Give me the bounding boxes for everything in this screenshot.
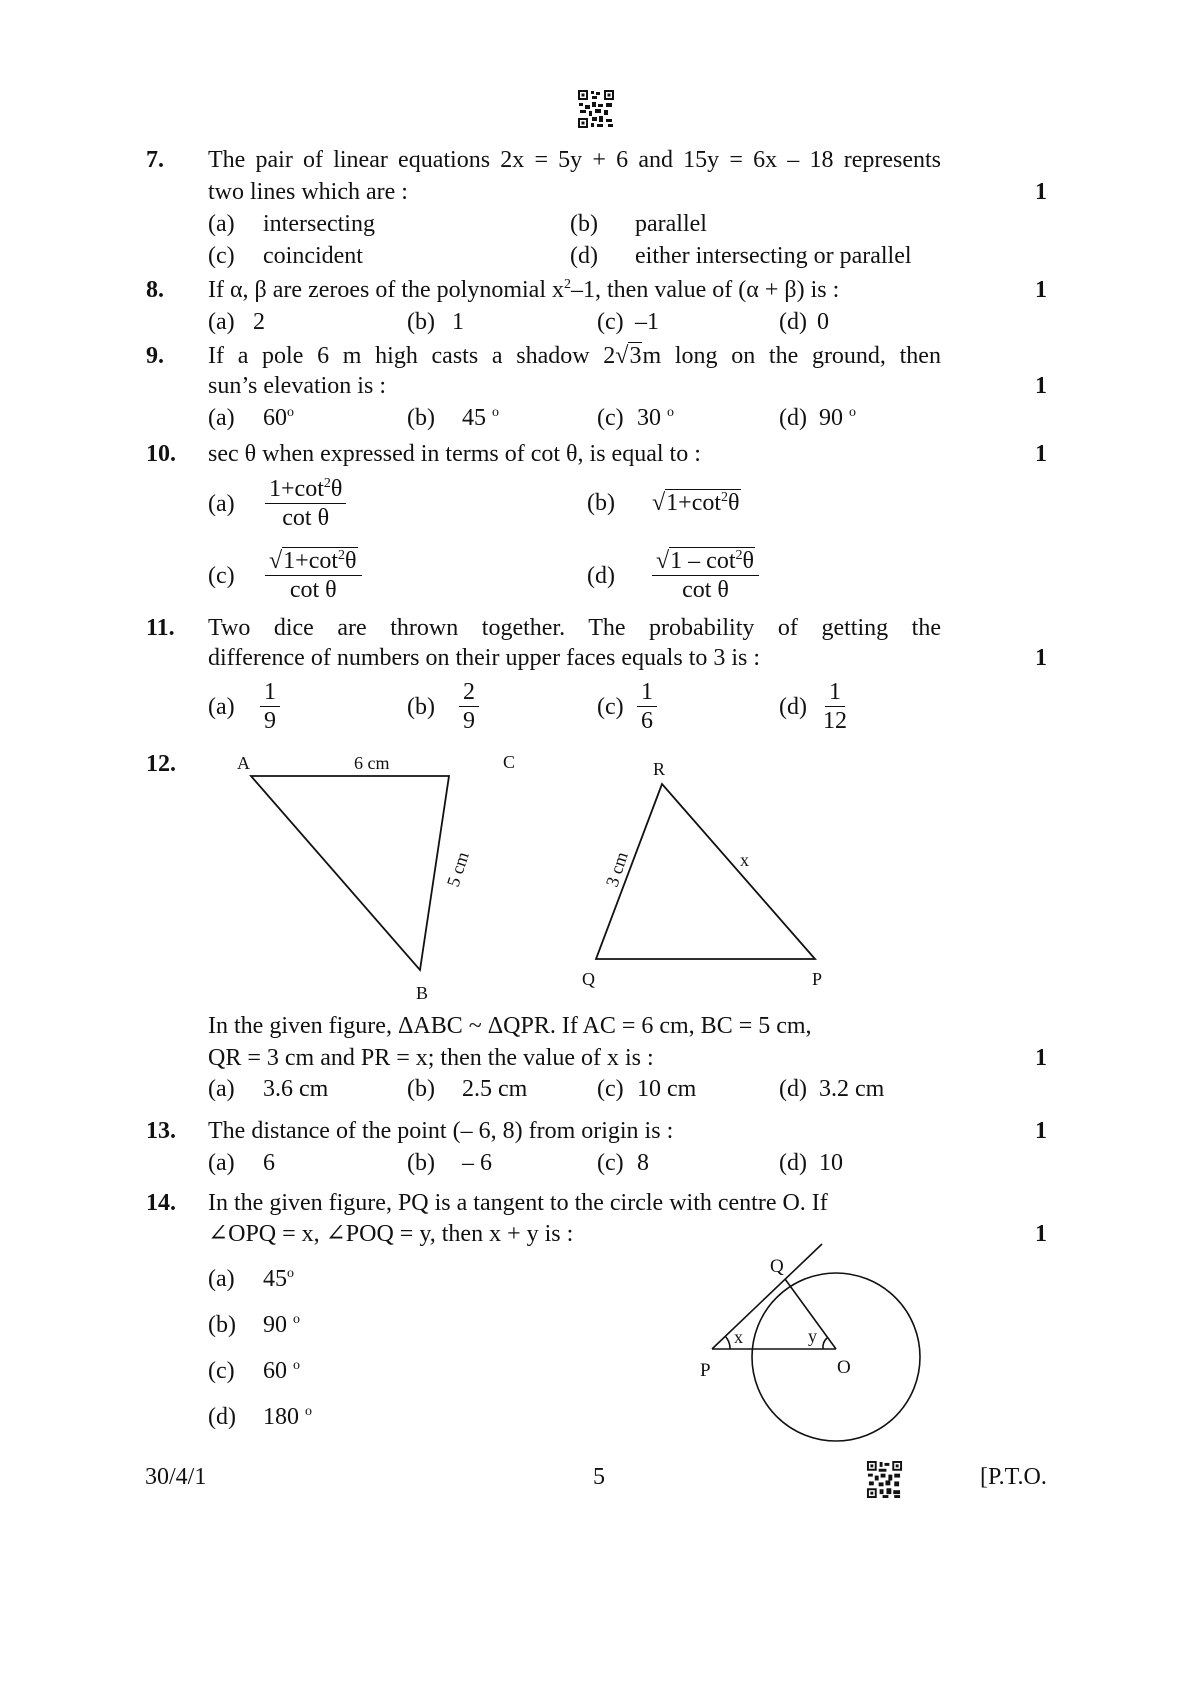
question-line: The pair of linear equations 2x = 5y + 6 and 15y = 6x – 18 represents (208, 147, 941, 173)
triangle-abc (251, 776, 449, 970)
option-text: 2.5 cm (462, 1076, 528, 1102)
question-number: 7. (146, 147, 164, 173)
marks: 1 (1035, 179, 1047, 205)
vertex-label-r: R (653, 759, 666, 779)
marks: 1 (1035, 645, 1047, 671)
option-text: 90 (263, 1312, 287, 1338)
question-text: In the given figure, ΔABC ~ ΔQPR. If AC = 6 cm, BC = 5 cm, (208, 1013, 812, 1039)
tangent-circle-figure (680, 1230, 940, 1450)
question-text: In the given figure, PQ is a tangent to the circle with centre O. If (208, 1190, 828, 1216)
degree-symbol: o (492, 405, 499, 420)
point-label-o: O (837, 1357, 851, 1378)
sqrt-expression: $√1+\cot^2\theta$ (652, 490, 740, 516)
option-label: (c) (208, 1358, 235, 1384)
question-text: two lines which are : (208, 179, 408, 205)
degree-symbol: o (287, 405, 294, 420)
text-part: If (208, 343, 224, 369)
option-text: 180 (263, 1404, 299, 1430)
option-text: 3.2 cm (819, 1076, 885, 1102)
option-label: (b) (407, 309, 435, 335)
option-label: (b) (407, 1076, 435, 1102)
degree-symbol: o (287, 1266, 294, 1281)
degree-symbol: o (305, 1404, 312, 1419)
option-label: (d) (779, 1076, 807, 1102)
option-text: 6 (263, 1150, 275, 1176)
text-part: If α, β are zeroes of the polynomial x (208, 277, 564, 303)
question-number: 10. (146, 441, 176, 467)
question-number: 11. (146, 615, 175, 641)
page-number: 5 (593, 1464, 605, 1490)
text-part: –1, then value of (α + β) is : (571, 277, 840, 303)
option-label: (d) (779, 693, 807, 720)
option-label: (d) (779, 1150, 807, 1176)
triangle-qpr (596, 784, 815, 959)
option-text: parallel (635, 211, 707, 237)
option-label: (a) (208, 1266, 235, 1292)
option-b[interactable] (407, 1075, 527, 1103)
fraction: $\frac{√1+\cot^2\theta}{\text{cot θ}}$ (265, 547, 362, 604)
question-text: The distance of the point (– 6, 8) from origin is : (208, 1118, 674, 1144)
marks: 1 (1035, 1221, 1047, 1247)
option-label: (c) (597, 1076, 624, 1102)
option-text: –1 (635, 309, 659, 335)
option-label: (b) (208, 1312, 236, 1338)
degree-symbol: o (293, 1312, 300, 1327)
fraction: $\frac{2}{9}$ (459, 678, 479, 735)
fraction: $\frac{1+\cot^2\theta}{\text{cot θ}}$ (265, 475, 346, 532)
option-label: (c) (597, 309, 624, 335)
vertex-label-a: A (237, 753, 250, 773)
sqrt-expression: 2√3m (603, 343, 662, 369)
point-label-p: P (700, 1360, 711, 1381)
option-label: (a) (208, 405, 235, 431)
option-label: (b) (407, 1150, 435, 1176)
question-text: ∠OPQ = x, ∠POQ = y, then x + y is : (208, 1221, 574, 1247)
option-label: (c) (597, 693, 624, 720)
question-text: sec θ when expressed in terms of cot θ, is equal to : (208, 441, 701, 467)
option-text: 1 (452, 309, 464, 335)
option-text: 0 (817, 309, 829, 335)
option-d[interactable] (208, 1403, 312, 1431)
question-number: 8. (146, 277, 164, 303)
option-text: 30 (637, 405, 661, 431)
option-text: 10 cm (637, 1076, 697, 1102)
question-number: 12. (146, 751, 176, 777)
option-label: (d) (587, 562, 615, 589)
option-label: (c) (208, 562, 235, 589)
point-label-q: Q (770, 1256, 784, 1277)
option-label: (a) (208, 1076, 235, 1102)
side-label-bc: 5 cm (442, 849, 473, 890)
degree-symbol: o (293, 1358, 300, 1373)
question-text: If a pole 6 m high casts a shadow 2√3m long on the ground, then (208, 343, 941, 369)
option-c[interactable] (208, 1357, 300, 1385)
option-text: – 6 (462, 1150, 492, 1176)
fraction: $\frac{1}{9}$ (260, 678, 280, 735)
marks: 1 (1035, 1045, 1047, 1071)
marks: 1 (1035, 441, 1047, 467)
option-c[interactable] (597, 1075, 696, 1103)
option-label: (d) (779, 309, 807, 335)
question-line: Two dice are thrown together. The probability of getting the (208, 615, 941, 641)
side-label-ac: 6 cm (354, 753, 390, 773)
question-text: sun’s elevation is : (208, 373, 386, 399)
option-label: (a) (208, 1150, 235, 1176)
option-text: 45 (462, 405, 486, 431)
option-text: 3.6 cm (263, 1076, 329, 1102)
angle-label-y: y (808, 1326, 817, 1346)
question-number: 14. (146, 1190, 176, 1216)
question-text: QR = 3 cm and PR = x; then the value of x is : (208, 1045, 654, 1071)
degree-symbol: o (667, 405, 674, 420)
marks: 1 (1035, 1118, 1047, 1144)
option-label: (a) (208, 309, 235, 335)
option-label: (d) (779, 405, 807, 431)
option-text: 2 (253, 309, 265, 335)
option-label: (a) (208, 693, 235, 720)
option-label: (c) (597, 405, 624, 431)
option-text: either intersecting or parallel (635, 243, 912, 269)
pto-label: [P.T.O. (980, 1464, 1047, 1490)
option-b[interactable] (208, 1311, 300, 1339)
qr-code-icon (866, 1461, 903, 1498)
paper-code: 30/4/1 (145, 1464, 207, 1490)
option-label: (a) (208, 490, 235, 517)
fraction: $\frac{√1 - \cot^2\theta}{\text{cot θ}}$ (652, 547, 759, 604)
question-number: 9. (146, 343, 164, 369)
option-label: (d) (570, 243, 598, 269)
option-label: (c) (597, 1150, 624, 1176)
option-a[interactable] (208, 1265, 294, 1293)
side-label-qr: 3 cm (601, 849, 632, 890)
angle-label-x: x (734, 1327, 743, 1347)
option-text: 45 (263, 1266, 287, 1292)
option-c[interactable] (597, 1149, 649, 1177)
vertex-label-b: B (416, 983, 429, 1000)
vertex-label-p: P (812, 969, 823, 989)
exponent: 2 (564, 277, 571, 292)
vertex-label-c: C (503, 752, 516, 772)
option-a[interactable] (208, 1075, 328, 1103)
option-label: (b) (407, 693, 435, 720)
option-d[interactable] (779, 1075, 884, 1103)
option-text: 60 (263, 405, 287, 431)
option-b[interactable] (407, 1149, 492, 1177)
question-text: difference of numbers on their upper faces equals to 3 is : (208, 645, 761, 671)
side-label-pr: x (740, 850, 749, 870)
option-a[interactable] (208, 1149, 275, 1177)
option-label: (a) (208, 211, 235, 237)
vertex-label-q: Q (582, 969, 595, 989)
option-text: 8 (637, 1150, 649, 1176)
option-text: 10 (819, 1150, 843, 1176)
option-label: (b) (570, 211, 598, 237)
fraction: $\frac{1}{6}$ (637, 678, 657, 735)
option-d[interactable] (779, 1149, 843, 1177)
marks: 1 (1035, 277, 1047, 303)
option-text: 90 (819, 405, 843, 431)
option-label: (b) (587, 490, 615, 516)
question-number: 13. (146, 1118, 176, 1144)
fraction: $\frac{1}{12}$ (823, 679, 847, 734)
option-text: 60 (263, 1358, 287, 1384)
option-label: (b) (407, 405, 435, 431)
option-text: intersecting (263, 211, 375, 237)
marks: 1 (1035, 373, 1047, 399)
option-label: (d) (208, 1404, 236, 1430)
option-text: coincident (263, 243, 363, 269)
option-label: (c) (208, 243, 235, 269)
degree-symbol: o (849, 405, 856, 420)
